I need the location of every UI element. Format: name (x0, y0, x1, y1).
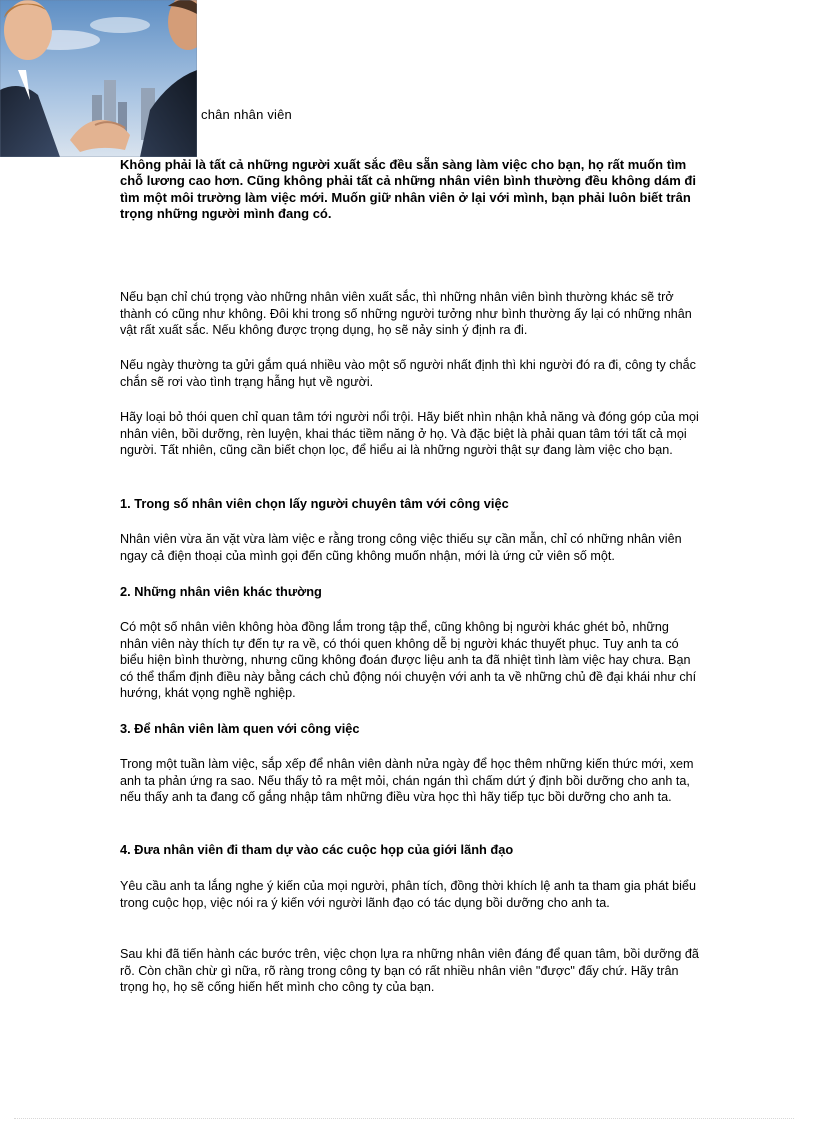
section-text-2: Có một số nhân viên không hòa đồng lắm trong tập thể, cũng không bị người khác ghét bỏ, những nhân viên này thích tự đến tự ra về, có thói quen không dễ bị người khác thuyết phục. Tuy anh ta có biểu hiện bình thường, nhưng cũng không đoán được liệu anh ta đã nhiệt tình làm việc hay chưa. Bạn có thể thẩm định điều này bằng cách chủ động nói chuyện với anh ta về những chủ đề đại khái như chí hướng, khát vọng nghề nghiệp. (120, 620, 697, 701)
page-bottom-divider (14, 1118, 794, 1119)
section-text-1: Nhân viên vừa ăn vặt vừa làm việc e rằng trong công việc thiếu sự cần mẫn, chỉ có những nhân viên ngay cả điện thoại của mình gọi đến cũng không muốn nhận, mới là ứng cử viên số một. (120, 532, 682, 563)
intro-paragraph: Không phải là tất cả những người xuất sắc đều sẵn sàng làm việc cho bạn, họ rất muốn tìm chỗ lương cao hơn. Cũng không phải tất cả những nhân viên bình thường đều không dám đi tìm một môi trường làm việc mới. Muốn giữ nhân viên ở lại với mình, bạn phải luôn biết trân trọng những người mình đang có. (120, 157, 696, 222)
closing-paragraph: Sau khi đã tiến hành các bước trên, việc chọn lựa ra những nhân viên đáng để quan tâm, bồi dưỡng đã rõ. Còn chần chừ gì nữa, rõ ràng trong công ty bạn có rất nhiều nhân viên "được" đấy chứ. Hãy trân trọng họ, họ sẽ cống hiến hết mình cho công ty của bạn. (120, 947, 699, 995)
paragraph-2: Nếu ngày thường ta gửi gắm quá nhiều vào một số người nhất định thì khi người đó ra đi, công ty chắc chắn sẽ rơi vào tình trạng hẫng hụt về người. (120, 358, 696, 389)
handshake-illustration (0, 0, 197, 157)
section-text-4: Yêu cầu anh ta lắng nghe ý kiến của mọi người, phân tích, đồng thời khích lệ anh ta tham gia phát biểu trong cuộc họp, việc nói ra ý kiến với người lãnh đạo có tác dụng bồi dưỡng cho anh ta. (120, 879, 696, 910)
title-fragment: chân nhân viên (201, 107, 292, 122)
section-heading-2: 2. Những nhân viên khác thường (120, 584, 322, 599)
section-heading-4: 4. Đưa nhân viên đi tham dự vào các cuộc họp của giới lãnh đạo (120, 842, 514, 857)
paragraph-3: Hãy loại bỏ thói quen chỉ quan tâm tới người nổi trội. Hãy biết nhìn nhận khả năng và đóng góp của mọi nhân viên, bồi dưỡng, rèn luyện, khai thác tiềm năng ở họ. Và đặc biệt là phải quan tâm tới tất cả mọi người. Tất nhiên, cũng cần biết chọn lọc, để hiểu ai là những người thật sự đang làm việc cho bạn. (120, 410, 699, 458)
section-heading-1: 1. Trong số nhân viên chọn lấy người chuyên tâm với công việc (120, 496, 509, 511)
paragraph-1: Nếu bạn chỉ chú trọng vào những nhân viên xuất sắc, thì những nhân viên bình thường khác sẽ trở thành có cũng như không. Đôi khi trong số những người tưởng như bình thường ấy lại có những nhân vật rất xuất sắc. Nếu không được trọng dụng, họ sẽ nảy sinh ý định ra đi. (120, 290, 692, 338)
section-text-3: Trong một tuần làm việc, sắp xếp để nhân viên dành nửa ngày để học thêm những kiến thức mới, xem anh ta phản ứng ra sao. Nếu thấy tỏ ra mệt mỏi, chán ngán thì chấm dứt ý định bồi dưỡng cho anh ta, nếu thấy anh ta đang cố gắng nhập tâm những điều vừa học thì hãy tiếp tục bồi dưỡng cho anh ta. (120, 757, 694, 805)
section-heading-3: 3. Để nhân viên làm quen với công việc (120, 721, 360, 736)
handshake-photo (0, 0, 197, 157)
